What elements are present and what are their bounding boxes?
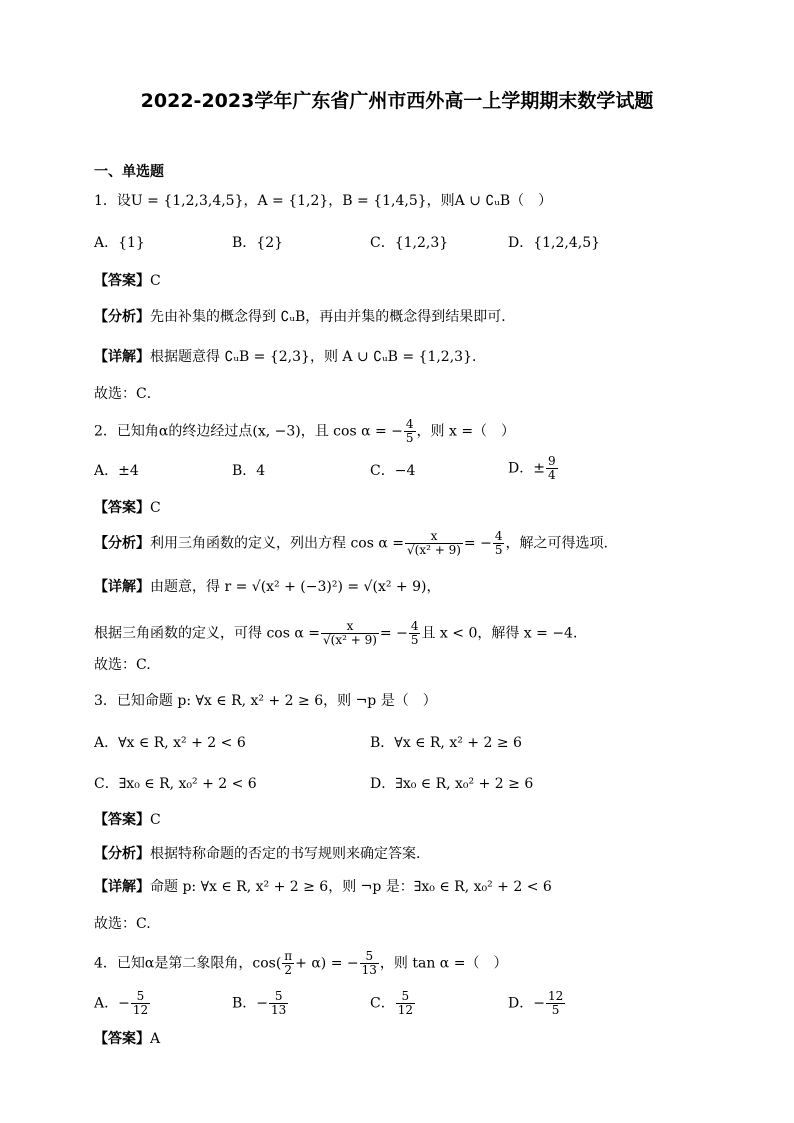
q2-stem-b: ，则 x =（ ） xyxy=(416,423,516,440)
q3-detail xyxy=(94,878,552,896)
q2-detail2-b: 且 x < 0，解得 x = −4． xyxy=(421,625,587,642)
q4-stem-a: 4．已知α是第二象限角，cos( xyxy=(94,955,282,972)
detail-label: 【详解】 xyxy=(94,349,150,365)
q2-analysis-b: ，解之可得选项. xyxy=(505,535,608,552)
fraction-numerator: 5 xyxy=(396,990,415,1004)
answer-label: 【答案】 xyxy=(94,1031,150,1047)
analysis-label: 【分析】 xyxy=(94,846,150,862)
q2-option-c: C．−4 xyxy=(370,463,416,479)
analysis-label: 【分析】 xyxy=(94,309,150,325)
q3-analysis xyxy=(94,845,420,863)
q2-detail2-fraction-2 xyxy=(409,620,421,647)
option-prefix: A．− xyxy=(94,995,130,1012)
option-prefix: D．− xyxy=(508,995,545,1012)
q1-conclusion: 故选：C． xyxy=(94,386,161,402)
fraction-numerator: 5 xyxy=(360,950,379,964)
q3-detail-text: 命题 p: ∀x ∈ R, x² + 2 ≥ 6，则 ¬p 是：∃x₀ ∈ R, x₀² + 2 < 6 xyxy=(150,879,552,895)
q3-answer xyxy=(94,811,161,829)
q2-stem-a: 2．已知角α的终边经过点(x, −3)，且 cos α = − xyxy=(94,423,403,440)
fraction-numerator: 4 xyxy=(405,417,414,431)
q4-option-c-fraction xyxy=(396,990,415,1017)
fraction-denominator: 12 xyxy=(132,1003,149,1017)
q4-option-d xyxy=(508,990,566,1017)
q4-stem-mid: + α) = − xyxy=(295,955,359,972)
q1-option-a: A．{1} xyxy=(94,235,145,251)
q4-option-c xyxy=(370,990,416,1017)
q2-analysis-fraction-2 xyxy=(493,530,505,557)
q3-option-c: C．∃x₀ ∈ R, x₀² + 2 < 6 xyxy=(94,776,257,792)
fraction-denominator: 13 xyxy=(361,963,377,977)
q2-detail2-fraction xyxy=(321,620,379,647)
q1-detail-text: 根据题意得 ∁ᵤB = {2,3}，则 A ∪ ∁ᵤB = {1,2,3}． xyxy=(150,349,486,365)
q2-stem-fraction xyxy=(404,418,416,445)
fraction-numerator: x xyxy=(321,620,379,634)
q1-option-d: D．{1,2,4,5} xyxy=(508,235,601,251)
q1-analysis xyxy=(94,308,515,326)
q2-detail2-mid: = − xyxy=(379,625,408,642)
fraction-denominator: 5 xyxy=(494,543,503,557)
q1-stem: 1．设U = {1,2,3,4,5}，A = {1,2}，B = {1,4,5}，则A ∪ ∁ᵤB（ ） xyxy=(94,193,553,209)
fraction-denominator: √(x² + 9) xyxy=(323,633,377,647)
q2-detail-2 xyxy=(94,620,587,647)
q2-analysis-a: 利用三角函数的定义，列出方程 cos α = xyxy=(150,535,404,552)
fraction-denominator: 5 xyxy=(551,1003,560,1017)
fraction-numerator: 5 xyxy=(131,990,150,1004)
q1-detail xyxy=(94,348,486,366)
section-heading: 一、单选题 xyxy=(94,164,164,180)
fraction-numerator: 4 xyxy=(410,619,419,633)
q2-analysis-mid: = − xyxy=(463,535,492,552)
fraction-denominator: 13 xyxy=(271,1003,287,1017)
fraction-numerator: π xyxy=(284,949,293,963)
fraction-denominator: 5 xyxy=(405,431,414,445)
q2-analysis xyxy=(94,530,608,557)
q2-stem xyxy=(94,418,515,445)
detail-label: 【详解】 xyxy=(94,879,150,895)
q4-stem xyxy=(94,950,507,977)
q3-option-a: A．∀x ∈ R, x² + 2 < 6 xyxy=(94,735,246,751)
q1-answer-value: C xyxy=(150,273,161,289)
q4-stem-b: ，则 tan α =（ ） xyxy=(379,955,508,972)
answer-label: 【答案】 xyxy=(94,273,150,289)
q1-option-c: C．{1,2,3} xyxy=(370,235,449,251)
q4-option-a-fraction xyxy=(131,990,150,1017)
fraction-numerator: 5 xyxy=(269,990,288,1004)
q4-answer-value: A xyxy=(150,1031,161,1047)
q2-option-b: B．4 xyxy=(232,463,266,479)
q2-answer xyxy=(94,499,161,517)
q3-analysis-text: 根据特称命题的否定的书写规则来确定答案. xyxy=(150,846,421,862)
fraction-numerator: 9 xyxy=(547,454,556,468)
q3-stem: 3．已知命题 p: ∀x ∈ R, x² + 2 ≥ 6，则 ¬p 是（ ） xyxy=(94,693,437,709)
page-title: 2022-2023学年广东省广州市西外高一上学期期末数学试题 xyxy=(140,90,654,112)
q4-option-d-fraction xyxy=(546,990,565,1017)
q2-answer-value: C xyxy=(150,500,161,516)
fraction-denominator: √(x² + 9) xyxy=(407,543,461,557)
q4-option-b xyxy=(232,990,289,1017)
analysis-label: 【分析】 xyxy=(94,535,150,552)
q3-conclusion: 故选：C. xyxy=(94,916,151,932)
q2-option-d-fraction xyxy=(546,455,558,482)
answer-label: 【答案】 xyxy=(94,812,150,828)
fraction-denominator: 12 xyxy=(397,1003,413,1017)
q4-stem-fraction-2 xyxy=(360,950,379,977)
q2-detail-text: 由题意，得 r = √(x² + (−3)²) = √(x² + 9)， xyxy=(150,579,441,595)
q3-option-d: D．∃x₀ ∈ R, x₀² + 2 ≥ 6 xyxy=(370,776,534,792)
q4-option-b-fraction xyxy=(269,990,288,1017)
fraction-numerator: x xyxy=(405,530,463,544)
q1-analysis-text: 先由补集的概念得到 ∁ᵤB，再由并集的概念得到结果即可． xyxy=(150,309,516,325)
detail-label: 【详解】 xyxy=(94,579,150,595)
q4-answer xyxy=(94,1030,160,1048)
fraction-denominator: 5 xyxy=(410,633,419,647)
q1-answer xyxy=(94,272,161,290)
q2-option-a: A．±4 xyxy=(94,463,139,479)
q2-detail2-a: 根据三角函数的定义，可得 cos α = xyxy=(94,625,320,642)
q4-stem-fraction xyxy=(282,950,294,977)
option-prefix: C． xyxy=(370,995,395,1012)
q3-option-b: B．∀x ∈ R, x² + 2 ≥ 6 xyxy=(370,735,522,751)
q3-answer-value: C xyxy=(150,812,161,828)
fraction-denominator: 2 xyxy=(284,963,293,977)
q2-option-d xyxy=(508,455,559,482)
answer-label: 【答案】 xyxy=(94,500,150,516)
q1-option-b: B．{2} xyxy=(232,235,284,251)
fraction-numerator: 12 xyxy=(547,989,564,1003)
q4-option-a xyxy=(94,990,151,1017)
q2-detail xyxy=(94,578,440,596)
q2-option-d-prefix: D．± xyxy=(508,460,545,477)
fraction-numerator: 4 xyxy=(494,529,503,543)
option-prefix: B．− xyxy=(232,995,269,1012)
fraction-denominator: 4 xyxy=(547,468,556,482)
q2-conclusion: 故选：C. xyxy=(94,657,151,673)
q2-analysis-fraction xyxy=(405,530,463,557)
